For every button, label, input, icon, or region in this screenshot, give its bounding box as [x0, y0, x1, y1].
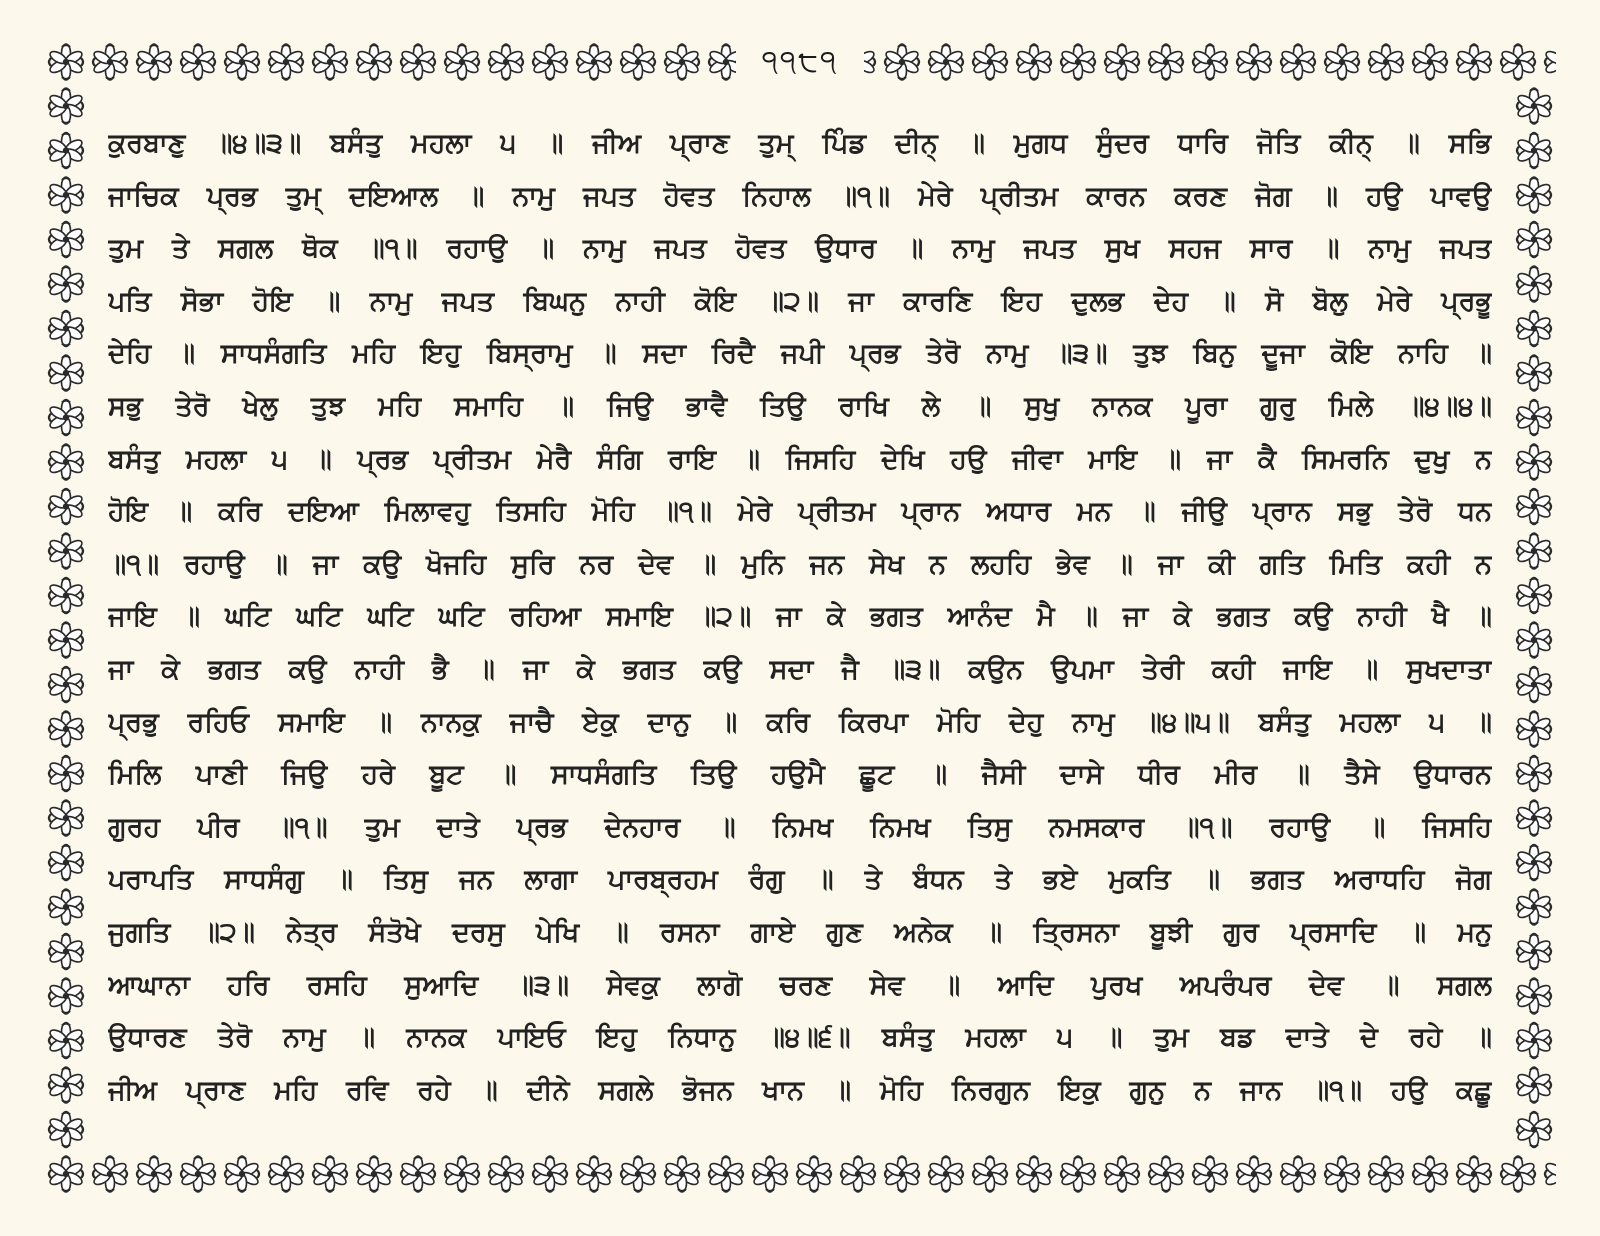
text-line: ਪਤਿ ਸੋਭਾ ਹੋਇ ॥ ਨਾਮੁ ਜਪਤ ਬਿਘਨੁ ਨਾਹੀ ਕੋਇ ॥੨॥ ਜਾ ਕਾਰਣਿ ਇਹ ਦੁਲਭ ਦੇਹ ॥ ਸੋ ਬੋਲੁ ਮੇਰੇ ਪ੍ਰਭੂ: [108, 285, 1492, 317]
text-line: ਤੁਮ ਤੇ ਸਗਲ ਥੋਕ ॥੧॥ ਰਹਾਉ ॥ ਨਾਮੁ ਜਪਤ ਹੋਵਤ ਉਧਾਰ ॥ ਨਾਮੁ ਜਪਤ ਸੁਖ ਸਹਜ ਸਾਰ ॥ ਨਾਮੁ ਜਪਤ: [108, 233, 1492, 265]
left-flower-border: [44, 84, 88, 1152]
text-line: ਹੋਇ ॥ ਕਰਿ ਦਇਆ ਮਿਲਾਵਹੁ ਤਿਸਹਿ ਮੋਹਿ ॥੧॥ ਮੇਰੇ ਪ੍ਰੀਤਮ ਪ੍ਰਾਨ ਅਧਾਰ ਮਨ ॥ ਜੀਉ ਪ੍ਰਾਨ ਸਭੁ ਤੇਰੋ ਧਨ: [108, 496, 1492, 528]
text-line: ਆਘਾਨਾ ਹਰਿ ਰਸਹਿ ਸੁਆਦਿ ॥੩॥ ਸੇਵਕੁ ਲਾਗੋ ਚਰਣ ਸੇਵ ॥ ਆਦਿ ਪੁਰਖ ਅਪਰੰਪਰ ਦੇਵ ॥ ਸਗਲ: [108, 969, 1492, 1001]
text-line: ਦੇਹਿ ॥ ਸਾਧਸੰਗਤਿ ਮਹਿ ਇਹੁ ਬਿਸ੍ਰਾਮੁ ॥ ਸਦਾ ਰਿਦੈ ਜਪੀ ਪ੍ਰਭ ਤੇਰੋ ਨਾਮੁ ॥੩॥ ਤੁਝ ਬਿਨੁ ਦੂਜਾ ਕੋਇ ਨਾਹਿ ॥: [108, 338, 1492, 370]
text-line: ਪ੍ਰਭੁ ਰਹਿਓ ਸਮਾਇ ॥ ਨਾਨਕੁ ਜਾਚੈ ਏਕੁ ਦਾਨੁ ॥ ਕਰਿ ਕਿਰਪਾ ਮੋਹਿ ਦੇਹੁ ਨਾਮੁ ॥੪॥੫॥ ਬਸੰਤੁ ਮਹਲਾ ੫ ॥: [108, 706, 1492, 738]
text-line: ਮਿਲਿ ਪਾਣੀ ਜਿਉ ਹਰੇ ਬੂਟ ॥ ਸਾਧਸੰਗਤਿ ਤਿਉ ਹਉਮੈ ਛੂਟ ॥ ਜੈਸੀ ਦਾਸੇ ਧੀਰ ਮੀਰ ॥ ਤੈਸੇ ਉਧਾਰਨ: [108, 759, 1492, 791]
page-number: ੧੧੮੧: [736, 40, 864, 84]
text-line: ਗੁਰਹ ਪੀਰ ॥੧॥ ਤੁਮ ਦਾਤੇ ਪ੍ਰਭ ਦੇਨਹਾਰ ॥ ਨਿਮਖ ਨਿਮਖ ਤਿਸੁ ਨਮਸਕਾਰ ॥੧॥ ਰਹਾਉ ॥ ਜਿਸਹਿ: [108, 811, 1492, 843]
text-line: ਕੁਰਬਾਣੁ ॥੪॥੩॥ ਬਸੰਤੁ ਮਹਲਾ ੫ ॥ ਜੀਅ ਪ੍ਰਾਣ ਤੁਮ੍ ਪਿੰਡ ਦੀਨ੍ ॥ ਮੁਗਧ ਸੁੰਦਰ ਧਾਰਿ ਜੋਤਿ ਕੀਨ੍ ॥ ਸਭਿ: [108, 128, 1492, 159]
text-line: ਜਾਇ ॥ ਘਟਿ ਘਟਿ ਘਟਿ ਘਟਿ ਰਹਿਆ ਸਮਾਇ ॥੨॥ ਜਾ ਕੇ ਭਗਤ ਆਨੰਦ ਮੈ ॥ ਜਾ ਕੇ ਭਗਤ ਕਉ ਨਾਹੀ ਖੈ ॥: [108, 601, 1492, 633]
text-line: ਪਰਾਪਤਿ ਸਾਧਸੰਗੁ ॥ ਤਿਸੁ ਜਨ ਲਾਗਾ ਪਾਰਬ੍ਰਹਮ ਰੰਗੁ ॥ ਤੇ ਬੰਧਨ ਤੇ ਭਏ ਮੁਕਤਿ ॥ ਭਗਤ ਅਰਾਧਹਿ ਜੋਗ: [108, 864, 1492, 896]
text-line: ਜਾਚਿਕ ਪ੍ਰਭ ਤੁਮ੍ ਦਇਆਲ ॥ ਨਾਮੁ ਜਪਤ ਹੋਵਤ ਨਿਹਾਲ ॥੧॥ ਮੇਰੇ ਪ੍ਰੀਤਮ ਕਾਰਨ ਕਰਣ ਜੋਗ ॥ ਹਉ ਪਾਵਉ: [108, 180, 1492, 212]
text-line: ਬਸੰਤੁ ਮਹਲਾ ੫ ॥ ਪ੍ਰਭ ਪ੍ਰੀਤਮ ਮੇਰੈ ਸੰਗਿ ਰਾਇ ॥ ਜਿਸਹਿ ਦੇਖਿ ਹਉ ਜੀਵਾ ਮਾਇ ॥ ਜਾ ਕੈ ਸਿਮਰਨਿ ਦੁਖੁ ਨ: [108, 443, 1492, 475]
text-line: ॥੧॥ ਰਹਾਉ ॥ ਜਾ ਕਉ ਖੋਜਹਿ ਸੁਰਿ ਨਰ ਦੇਵ ॥ ਮੁਨਿ ਜਨ ਸੇਖ ਨ ਲਹਹਿ ਭੇਵ ॥ ਜਾ ਕੀ ਗਤਿ ਮਿਤਿ ਕਹੀ ਨ: [108, 548, 1492, 580]
text-line: ਸਭੁ ਤੇਰੋ ਖੇਲੁ ਤੁਝ ਮਹਿ ਸਮਾਹਿ ॥ ਜਿਉ ਭਾਵੈ ਤਿਉ ਰਾਖਿ ਲੇ ॥ ਸੁਖੁ ਨਾਨਕ ਪੂਰਾ ਗੁਰੁ ਮਿਲੇ ॥੪॥੪॥: [108, 390, 1492, 422]
scripture-text: [108, 118, 1492, 1118]
right-flower-border: [1512, 84, 1556, 1152]
bottom-flower-border: [44, 1152, 1556, 1196]
text-line: ਜੀਅ ਪ੍ਰਾਣ ਮਹਿ ਰਵਿ ਰਹੇ ॥ ਦੀਨੇ ਸਗਲੇ ਭੋਜਨ ਖਾਨ ॥ ਮੋਹਿ ਨਿਰਗੁਨ ਇਕੁ ਗੁਨੁ ਨ ਜਾਨ ॥੧॥ ਹਉ ਕਛੂ: [108, 1074, 1492, 1106]
text-line: ਉਧਾਰਣ ਤੇਰੋ ਨਾਮੁ ॥ ਨਾਨਕ ਪਾਇਓ ਇਹੁ ਨਿਧਾਨੁ ॥੪॥੬॥ ਬਸੰਤੁ ਮਹਲਾ ੫ ॥ ਤੁਮ ਬਡ ਦਾਤੇ ਦੇ ਰਹੇ ॥: [108, 1022, 1492, 1054]
text-line: ਜੁਗਤਿ ॥੨॥ ਨੇਤ੍ਰ ਸੰਤੋਖੇ ਦਰਸੁ ਪੇਖਿ ॥ ਰਸਨਾ ਗਾਏ ਗੁਣ ਅਨੇਕ ॥ ਤ੍ਰਿਸਨਾ ਬੂਝੀ ਗੁਰ ਪ੍ਰਸਾਦਿ ॥ ਮਨੁ: [108, 916, 1492, 948]
text-line: ਜਾ ਕੇ ਭਗਤ ਕਉ ਨਾਹੀ ਭੈ ॥ ਜਾ ਕੇ ਭਗਤ ਕਉ ਸਦਾ ਜੈ ॥੩॥ ਕਉਨ ਉਪਮਾ ਤੇਰੀ ਕਹੀ ਜਾਇ ॥ ਸੁਖਦਾਤਾ: [108, 653, 1492, 685]
